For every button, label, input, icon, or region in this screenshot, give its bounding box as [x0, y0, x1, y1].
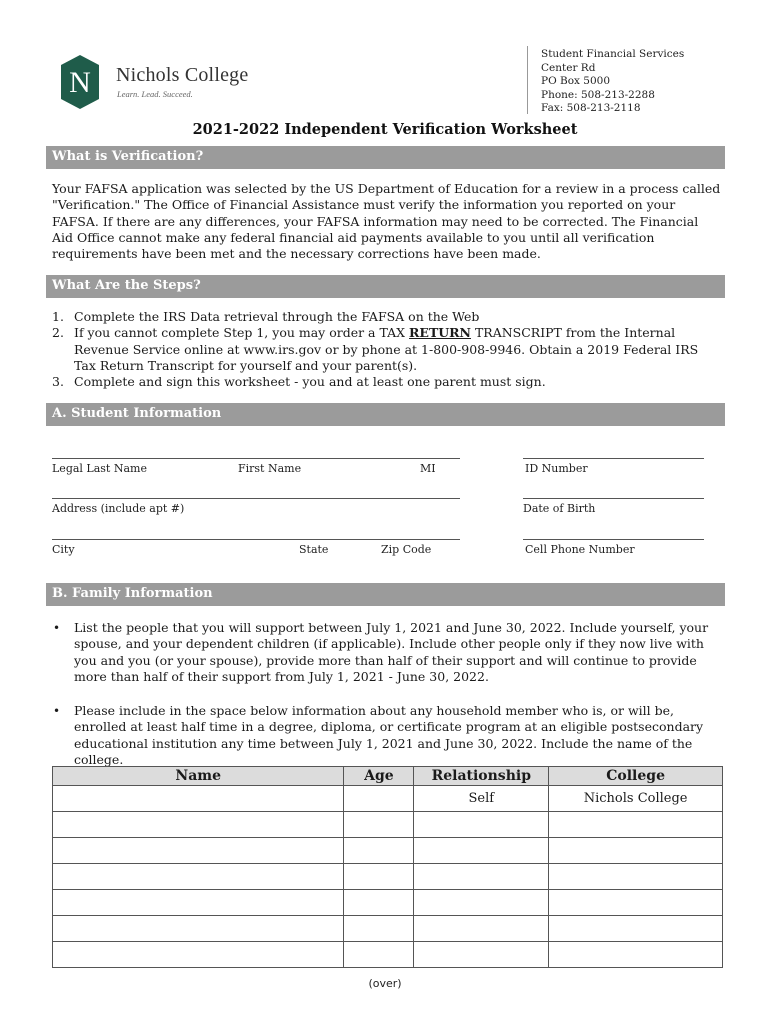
section-heading-verification: What is Verification?	[46, 146, 725, 169]
steps-list	[52, 309, 722, 390]
instruction-text: List the people that you will support between July 1, 2021 and June 30, 2022. Include yourself, your spouse, and your dependent children (if applicable). Include other people only if they now live with you and you (or your spouse), provide more than half of their support and will continue to provide more than half of their support from July 1, 2021 - June 30, 2022.	[74, 620, 709, 684]
name-cell[interactable]	[53, 942, 344, 968]
table-row	[53, 916, 723, 942]
college-cell[interactable]	[549, 916, 723, 942]
table-row	[53, 942, 723, 968]
address-line: PO Box 5000	[541, 75, 611, 87]
college-cell[interactable]	[549, 890, 723, 916]
household-table	[52, 766, 723, 968]
relationship-cell[interactable]	[414, 916, 549, 942]
address-line: Student Financial Services	[541, 48, 685, 60]
svg-text:N: N	[69, 66, 91, 99]
cell-phone-label: Cell Phone Number	[525, 543, 635, 556]
step-item	[52, 325, 722, 374]
college-cell[interactable]: Nichols College	[549, 786, 723, 812]
list-item	[52, 703, 722, 768]
table-row	[53, 864, 723, 890]
id-number-field-line[interactable]	[523, 458, 704, 459]
bullet-icon: •	[53, 621, 61, 635]
step-item	[52, 309, 722, 325]
name-cell[interactable]	[53, 916, 344, 942]
college-tagline: Learn. Lead. Succeed.	[117, 89, 193, 99]
college-logo-icon	[60, 54, 100, 110]
address-divider	[527, 46, 528, 114]
list-item	[52, 620, 722, 685]
relationship-cell[interactable]	[414, 838, 549, 864]
city-field-line[interactable]	[52, 539, 460, 540]
age-cell[interactable]	[344, 838, 414, 864]
address-line: Center Rd	[541, 61, 596, 74]
instruction-text: Please include in the space below information about any household member who is, or will be, enrolled at least half time in a degree, diploma, or certificate program at an eligible postsecondary educational institution any time between July 1, 2021 and June 30, 2022. Include the name of the college.	[74, 703, 704, 767]
relationship-cell[interactable]	[414, 942, 549, 968]
column-header-college: College	[549, 767, 723, 786]
age-cell[interactable]	[344, 916, 414, 942]
college-cell[interactable]	[549, 864, 723, 890]
address-field-line[interactable]	[52, 498, 460, 499]
column-header-age: Age	[344, 767, 414, 786]
step-emphasis: RETURN	[409, 325, 471, 341]
name-field-line[interactable]	[52, 458, 460, 459]
column-header-relationship: Relationship	[414, 767, 549, 786]
age-cell[interactable]	[344, 786, 414, 812]
first-name-label: First Name	[238, 462, 302, 475]
column-header-name: Name	[53, 767, 344, 786]
id-number-label: ID Number	[525, 462, 588, 475]
city-label: City	[52, 543, 75, 556]
name-cell[interactable]	[53, 812, 344, 838]
age-cell[interactable]	[344, 890, 414, 916]
section-heading-student: A. Student Information	[46, 403, 725, 426]
cell-phone-field-line[interactable]	[523, 539, 704, 540]
section-heading-family: B. Family Information	[46, 583, 725, 606]
name-cell[interactable]	[53, 786, 344, 812]
relationship-cell[interactable]	[414, 864, 549, 890]
college-cell[interactable]	[549, 942, 723, 968]
zip-label: Zip Code	[381, 543, 432, 556]
state-label: State	[299, 543, 329, 556]
relationship-cell[interactable]	[414, 812, 549, 838]
step-number: 3.	[52, 374, 64, 390]
last-name-label: Legal Last Name	[52, 462, 147, 475]
table-header-row	[53, 767, 723, 786]
section-heading-steps: What Are the Steps?	[46, 275, 725, 298]
college-name: Nichols College	[116, 64, 249, 86]
relationship-cell[interactable]: Self	[414, 786, 549, 812]
age-cell[interactable]	[344, 864, 414, 890]
step-item	[52, 374, 722, 390]
name-cell[interactable]	[53, 890, 344, 916]
dob-field-line[interactable]	[523, 498, 704, 499]
name-cell[interactable]	[53, 864, 344, 890]
step-number: 1.	[52, 309, 64, 324]
table-row	[53, 812, 723, 838]
name-cell[interactable]	[53, 838, 344, 864]
college-cell[interactable]	[549, 812, 723, 838]
step-text-post: TRANSCRIPT from the Internal Revenue Service online at www.irs.gov or by phone at 1-800-908-9946. Obtain a 2019 Federal IRS Tax Return Transcript for yourself and your parent(s).	[74, 325, 699, 373]
table-row	[53, 786, 723, 812]
page-title: 2021-2022 Independent Verification Worksheet	[192, 121, 578, 138]
mi-label: MI	[420, 462, 436, 475]
address-line: Phone: 508-213-2288	[541, 88, 655, 101]
college-cell[interactable]	[549, 838, 723, 864]
office-address	[541, 48, 684, 116]
step-text: Complete the IRS Data retrieval through the FAFSA on the Web	[74, 309, 480, 324]
step-number: 2.	[52, 325, 64, 341]
step-text-pre: If you cannot complete Step 1, you may order a TAX	[74, 325, 410, 341]
age-cell[interactable]	[344, 942, 414, 968]
age-cell[interactable]	[344, 812, 414, 838]
page-footer: (over)	[368, 977, 402, 990]
family-instructions-2	[52, 703, 722, 768]
relationship-cell[interactable]	[414, 890, 549, 916]
table-row	[53, 838, 723, 864]
address-label: Address (include apt #)	[52, 502, 185, 515]
table-row	[53, 890, 723, 916]
verification-paragraph: Your FAFSA application was selected by the US Department of Education for a review in a process called "Verification." The Office of Financial Assistance must verify the information you reported on your FAFSA. If there are any differences, your FAFSA information may need to be corrected. The Financial Aid Office cannot make any federal financial aid payments available to you until all verification requirements have been met and the necessary corrections have been made.	[52, 181, 721, 262]
bullet-icon: •	[53, 704, 61, 718]
address-line: Fax: 508-213-2118	[541, 102, 641, 114]
step-text: Complete and sign this worksheet - you and at least one parent must sign.	[74, 374, 546, 390]
dob-label: Date of Birth	[523, 502, 596, 515]
family-instructions-1	[52, 620, 722, 685]
